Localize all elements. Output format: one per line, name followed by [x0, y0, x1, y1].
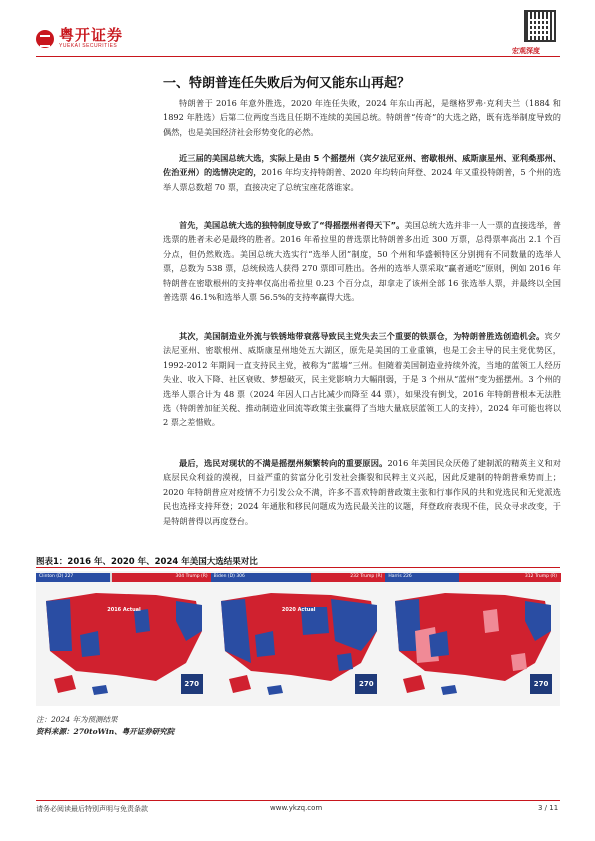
qr-code-icon: [524, 10, 556, 42]
footer-divider: [36, 800, 560, 801]
dem-total-label: Clinton (D) 227: [39, 574, 74, 579]
rep-total-label: 232 Trump (R): [350, 574, 383, 579]
paragraph-1: [163, 96, 561, 139]
page-number: 3 / 11: [538, 804, 559, 812]
threshold-badge: 270: [181, 674, 203, 694]
footer-url[interactable]: www.ykzq.com: [270, 804, 323, 812]
brand-mark-icon: [36, 30, 54, 48]
figure-caption: 图表1：2016 年、2020 年、2024 年美国大选结果对比: [36, 557, 258, 567]
paragraph-2: [163, 151, 561, 194]
brand-name: 粤开证券: [59, 26, 124, 44]
paragraph-3: [163, 218, 561, 304]
header-divider: [36, 56, 560, 57]
dem-total-label: Biden (D) 306: [213, 574, 245, 579]
paragraph-5: [163, 456, 561, 528]
election-map-2024: [385, 571, 560, 706]
election-map-2016: [36, 571, 211, 706]
paragraph-1-text: 特朗普于 2016 年意外胜选，2020 年连任失败，2024 年东山再起，是继格罗弗·克利夫兰（1884 和 1892 年胜选）后第二位两度当选且任期不连续的美国总统。特朗普“传奇”的大选之路，既有选举制度导致的偶然，也是美国经济社会形势变化的必然。: [163, 98, 561, 137]
paragraph-2-lead: 近三届的美国总统大选，实际上是由 5 个摇摆州（宾夕法尼亚州、密歇根州、威斯康星州、亚利桑那州、佐治亚州）的选情决定的，: [163, 153, 561, 178]
figure-source: 资料来源：270toWin、粤开证券研究院: [36, 727, 175, 736]
paragraph-4-text: 宾夕法尼亚州、密歇根州、威斯康星州地处五大湖区，原先是美国的工业重镇，也是工会主导的民主党优势区，1992-2012 年期间一直支持民主党，被称为“蓝墙”三州。但随着美国制造业持续外流，当地的蓝领工人经历失业、收入下降、社区衰败、梦想破灭，民主党影响力大幅削弱，于是 3 个州从“蓝州”变为摇摆州。3 个州的选举人票合计为 48 票（2024 年因人口占比减少而降至 44 票），如果没有倒戈，2016 年特朗普根本无法胜选（特朗普加征关税、推动制造业回流等政策主张赢得了当地大量底层蓝领工人的支持），2024 年可能也将以 2 票之差惜败。: [163, 331, 561, 428]
section-title: 一、特朗普连任失败后为何又能东山再起？: [163, 76, 411, 91]
report-type-tag: 宏观深度: [512, 47, 540, 55]
paragraph-5-lead: 最后，选民对现状的不满是摇摆州频繁转向的重要原因。: [179, 458, 388, 468]
election-map-2020: [211, 571, 386, 706]
paragraph-4-lead: 其次，美国制造业外流与铁锈地带衰落导致民主党失去三个重要的铁票仓，为特朗普胜选创造机会。: [179, 331, 545, 341]
paragraph-5-text: 2016 年美国民众厌倦了建制派的精英主义和对底层民众利益的漠视，日益严重的贫富分化引发社会撕裂和民粹主义兴起，因此反建制的特朗普乘势而上；2020 年特朗普应对疫情不力引发公众不满，许多不喜欢特朗普政策主张和行事作风的共和党选民和无党派选民也选择支持拜登；2024 年通胀和移民问题成为选民最关注的议题，拜登政府表现不佳，民众寻求改变，于是特朗普得以再度登台。: [163, 458, 561, 526]
rep-total-label: 312 Trump (R): [524, 574, 558, 579]
figure-notes: [36, 714, 174, 738]
footer-disclaimer: 请务必阅读最后特别声明与免责条款: [36, 805, 148, 813]
brand-name-en: YUEKAI SECURITIES: [59, 43, 118, 49]
paragraph-3-lead: 首先，美国总统大选的独特制度导致了“得摇摆州者得天下”。: [179, 220, 405, 230]
threshold-badge: 270: [355, 674, 377, 694]
election-maps: [36, 571, 560, 706]
threshold-badge: 270: [530, 674, 552, 694]
figure-divider: [36, 567, 560, 568]
figure-note: 注：2024 年为预测结果: [36, 715, 118, 724]
paragraph-2-text: 2016 年均支持特朗普、2020 年均转向拜登、2024 年又重投特朗普，5 个州的选举人票总数超 70 票，直接决定了总统宝座花落谁家。: [163, 167, 561, 192]
page-header: [0, 0, 595, 62]
rep-total-label: 304 Trump (R): [175, 574, 208, 579]
brand-logo: [36, 28, 123, 49]
map-title: 2016 Actual: [107, 607, 141, 613]
map-title: 2020 Actual: [281, 607, 316, 613]
paragraph-3-text: 美国总统大选并非一人一票的直接选举，普选票的胜者未必是最终的胜者。2016 年希拉里的普选票比特朗普多出近 300 万票，总得票率高出 2.1 个百分点，但仍然败选。美国总统大选实行“选举人团”制度，50 个州和华盛顿特区分别拥有不同数量的选举人票，总数为 538 票，总统候选人获得 270 票即可胜出。各州的选举人票采取“赢者通吃”原则，例如 2016 年特朗普在密歇根州的支持率仅高出希拉里 0.23 个百分点，却拿走了该州全部 16 张选举人票，并最终以全国普选票 46.1%和选举人票 56.5%的支持率赢得大选。: [163, 220, 561, 303]
paragraph-4: [163, 329, 561, 430]
dem-total-label: Harris 226: [388, 574, 412, 579]
